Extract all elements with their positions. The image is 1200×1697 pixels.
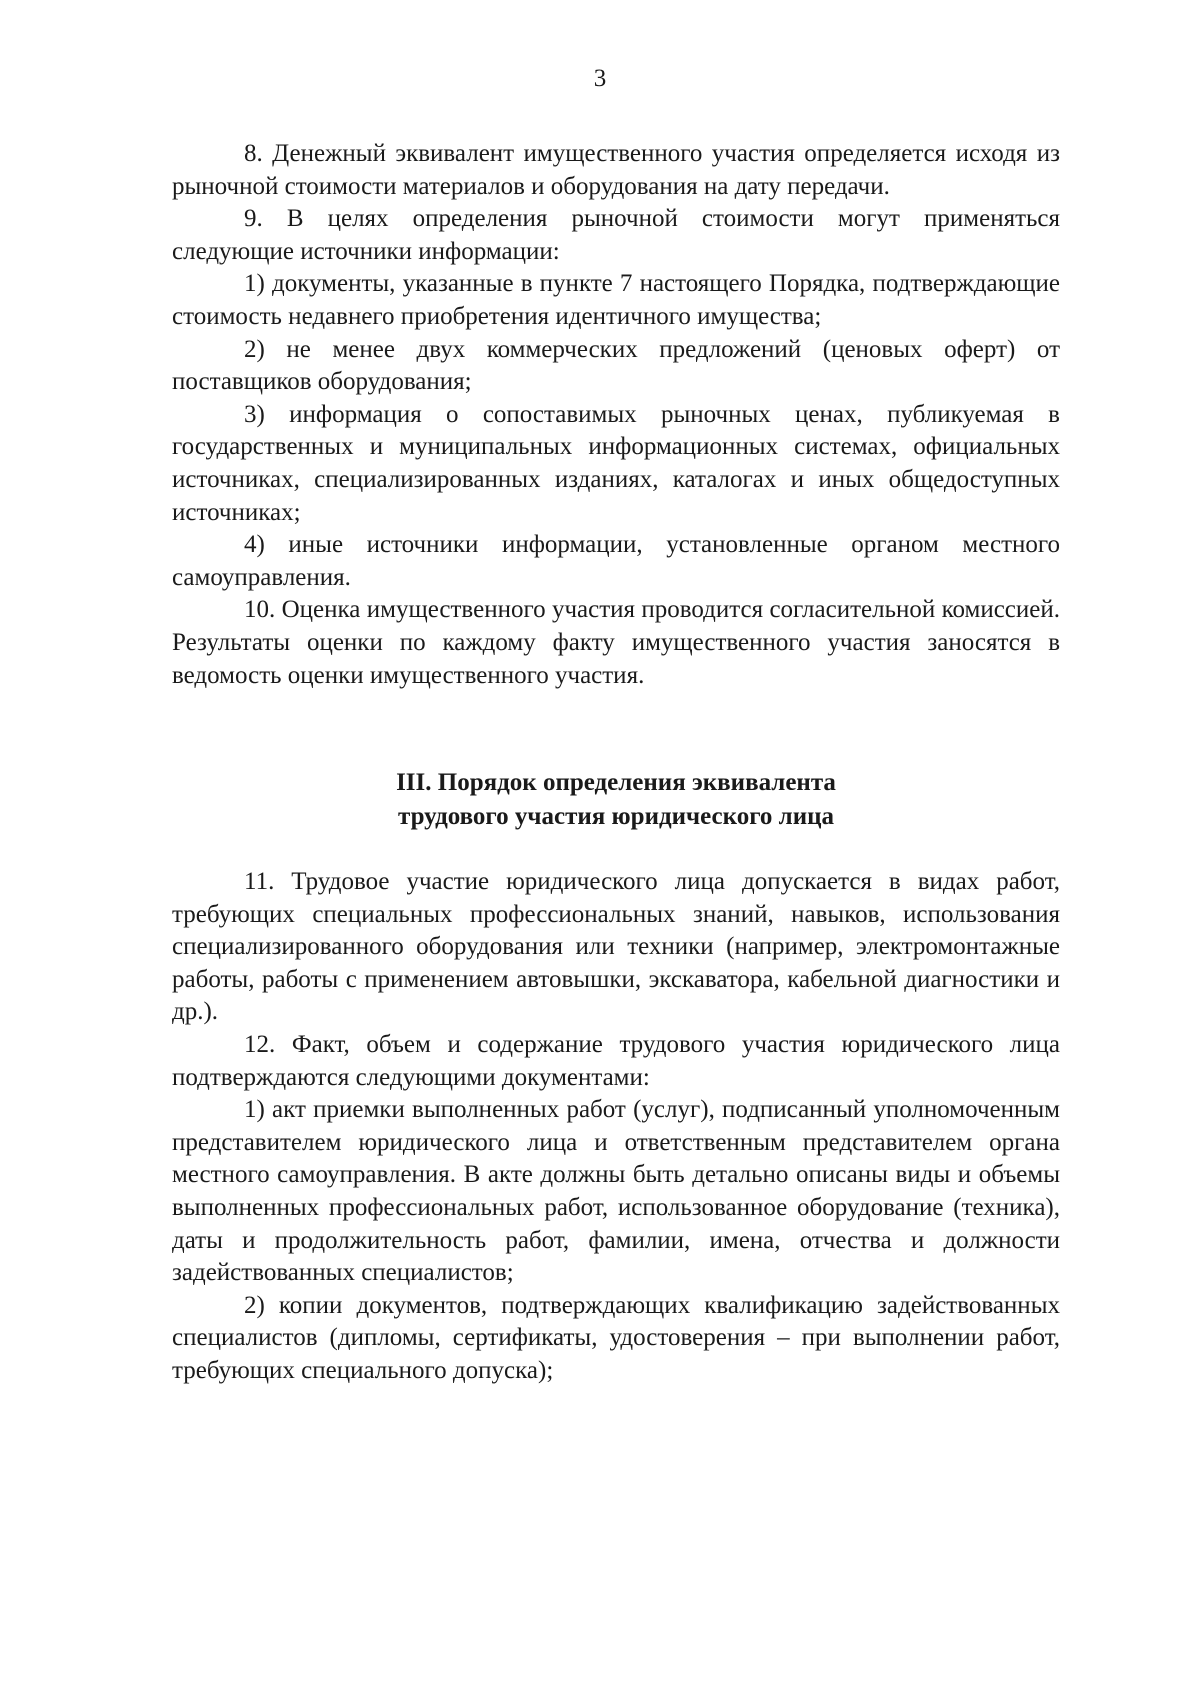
paragraph-9-item-4: 4) иные источники информации, установленные органом местного самоуправления. xyxy=(172,531,1060,591)
heading-spacer xyxy=(172,834,1060,866)
paragraph-9-item-3: 3) информация о сопоставимых рыночных ценах, публикуемая в государственных и муниципальных информационных системах, официальных источниках, специализированных изданиях, каталогах и иных общедоступных источниках; xyxy=(172,400,1060,526)
document-body xyxy=(172,138,1060,1388)
paragraph-9-item-1: 1) документы, указанные в пункте 7 настоящего Порядка, подтверждающие стоимость недавнего приобретения идентичного имущества; xyxy=(172,270,1060,330)
section-heading-line-1: III. Порядок определения эквивалента xyxy=(396,769,836,797)
paragraph-9-item-2: 2) не менее двух коммерческих предложений (ценовых оферт) от поставщиков оборудования; xyxy=(172,335,1060,396)
paragraph-12-item-1: 1) акт приемки выполненных работ (услуг), подписанный уполномоченным представителем юридического лица и ответственным представителем органа местного самоуправления. В акте должны быть детально описаны виды и объемы выполненных профессиональных работ, использованное оборудование (техника), даты и продолжительность работ, фамилии, имена, отчества и должности задействованных специалистов; xyxy=(172,1096,1060,1287)
paragraph-8: 8. Денежный эквивалент имущественного участия определяется исходя из рыночной стоимости материалов и оборудования на дату передачи. xyxy=(172,140,1060,200)
section-heading-line-2: трудового участия юридического лица xyxy=(397,803,835,831)
paragraph-12: 12. Факт, объем и содержание трудового участия юридического лица подтверждаются следующими документами: xyxy=(172,1031,1060,1091)
paragraph-10: 10. Оценка имущественного участия проводится согласительной комиссией. Результаты оценки по каждому факту имущественного участия заносятся в ведомость оценки имущественного участия. xyxy=(172,596,1060,689)
paragraph-11: 11. Трудовое участие юридического лица допускается в видах работ, требующих специальных профессиональных знаний, навыков, использования специализированного оборудования или техники (например, электромонтажные работы, работы с применением автовышки, экскаватора, кабельной диагностики и др.). xyxy=(172,868,1060,1026)
section-heading xyxy=(172,766,1060,834)
paragraph-9: 9. В целях определения рыночной стоимости могут применяться следующие источники информации: xyxy=(172,205,1060,265)
page-number: 3 xyxy=(593,65,607,92)
paragraph-12-item-2: 2) копии документов, подтверждающих квалификацию задействованных специалистов (дипломы, сертификаты, удостоверения – при выполнении работ, требующих специального допуска); xyxy=(172,1291,1060,1384)
